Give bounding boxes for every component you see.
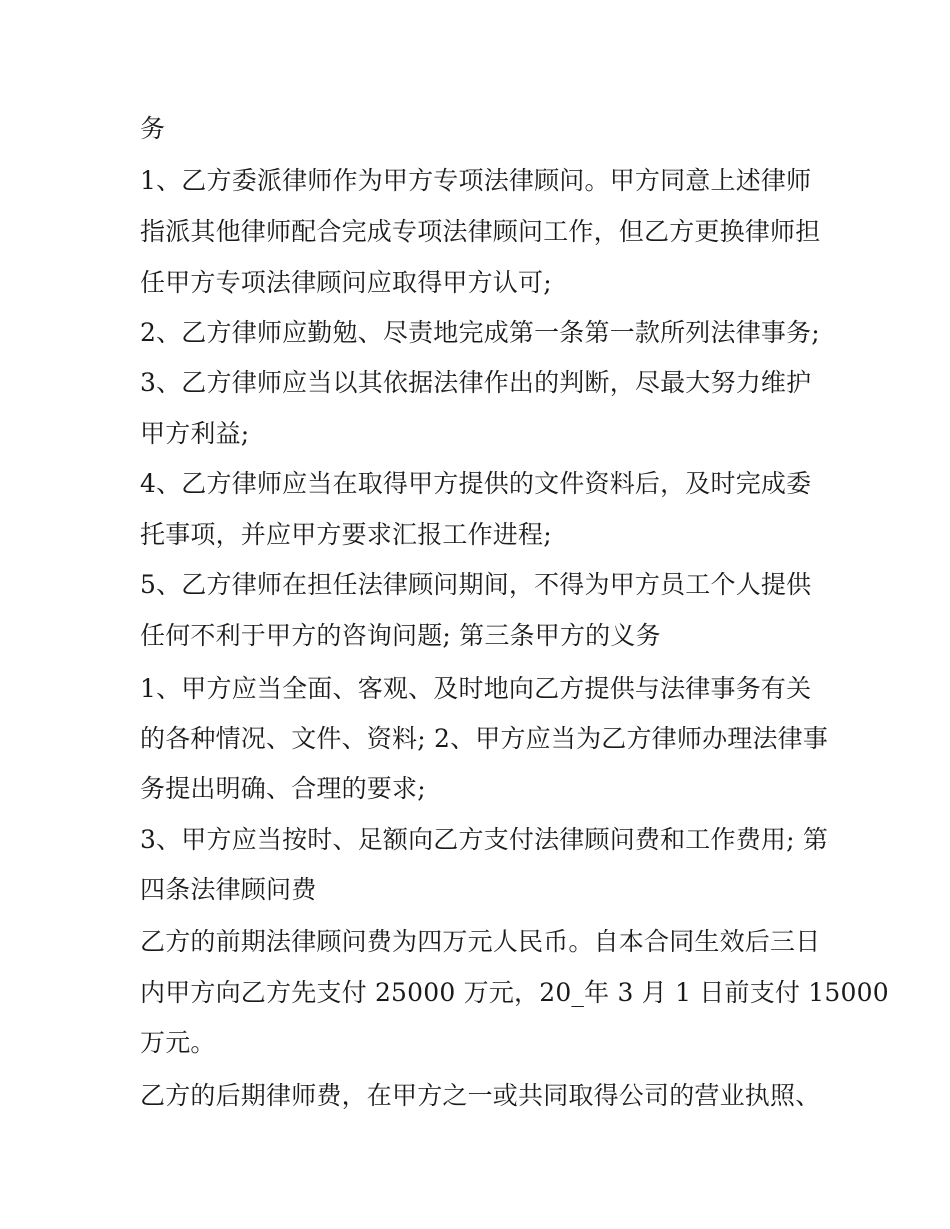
text-line: 1、甲方应当全面、客观、及时地向乙方提供与法律事务有关 bbox=[140, 674, 812, 703]
text-line: 四条法律顾问费 bbox=[140, 875, 317, 904]
text-line: 1、乙方委派律师作为甲方专项法律顾问。甲方同意上述律师 bbox=[140, 166, 812, 195]
text-line: 3、乙方律师应当以其依据法律作出的判断，尽最大努力维护 bbox=[140, 368, 812, 397]
text-line: 4、乙方律师应当在取得甲方提供的文件资料后，及时完成委 bbox=[140, 469, 812, 498]
text-line: 托事项，并应甲方要求汇报工作进程; bbox=[140, 520, 552, 549]
text-line: 乙方的后期律师费，在甲方之一或共同取得公司的营业执照、 bbox=[140, 1081, 821, 1110]
text-line: 万元。 bbox=[140, 1028, 216, 1057]
text-line: 5、乙方律师在担任法律顾问期间，不得为甲方员工个人提供 bbox=[140, 570, 812, 599]
text-line: 内甲方向乙方先支付 25000 万元，20_年 3 月 1 日前支付 15000 bbox=[140, 978, 889, 1007]
text-line: 2、乙方律师应勤勉、尽责地完成第一条第一款所列法律事务; bbox=[140, 318, 820, 347]
text-line: 务提出明确、合理的要求; bbox=[140, 774, 426, 803]
text-line: 指派其他律师配合完成专项法律顾问工作，但乙方更换律师担 bbox=[140, 217, 821, 246]
text-line: 任甲方专项法律顾问应取得甲方认可; bbox=[140, 268, 552, 297]
text-line: 任何不利于甲方的咨询问题; 第三条甲方的义务 bbox=[140, 621, 661, 650]
text-line: 务 bbox=[140, 114, 166, 143]
text-line: 3、甲方应当按时、足额向乙方支付法律顾问费和工作费用; 第 bbox=[140, 825, 829, 854]
text-line: 甲方利益; bbox=[140, 419, 250, 448]
text-line: 的各种情况、文件、资料; 2、甲方应当为乙方律师办理法律事 bbox=[140, 724, 829, 753]
text-line: 乙方的前期法律顾问费为四万元人民币。自本合同生效后三日 bbox=[140, 927, 821, 956]
